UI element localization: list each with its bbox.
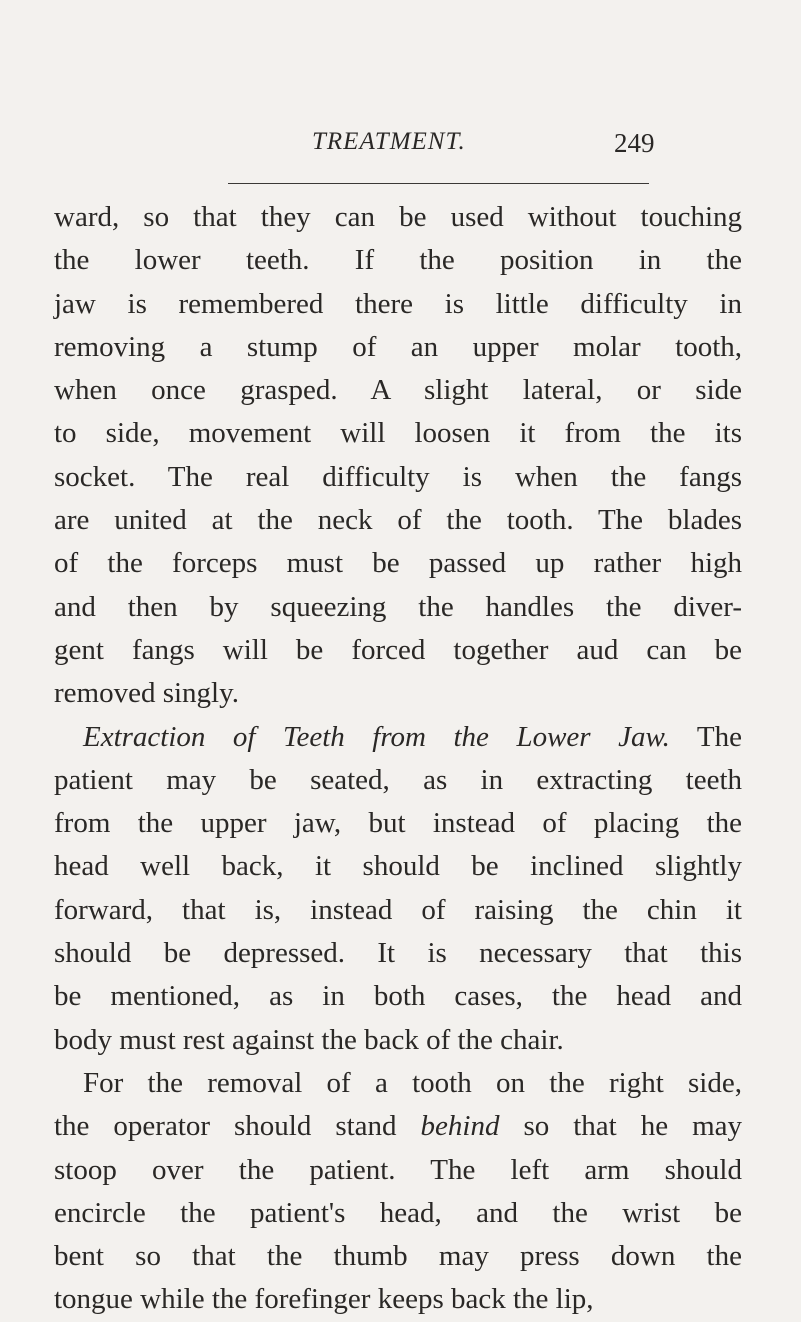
text-line: bent so that the thumb may press down the — [54, 1240, 742, 1273]
text-line: of the forceps must be passed up rather high — [54, 547, 742, 580]
text-line: forward, that is, instead of raising the chin it — [54, 893, 742, 926]
text-line: to side, movement will loosen it from the its — [54, 417, 742, 450]
section-heading-line — [54, 716, 742, 759]
text-fragment: so that he may — [523, 1110, 742, 1143]
text-line: socket. The real difficulty is when the fangs — [54, 460, 742, 493]
text-line: tongue while the forefinger keeps back the lip, — [54, 1283, 594, 1316]
text-line: be mentioned, as in both cases, the head and — [54, 980, 742, 1013]
page-header — [0, 128, 801, 168]
page-number: 249 — [614, 128, 655, 158]
text-line-with-emphasis — [54, 1105, 742, 1148]
section-heading: Extraction of Teeth from the Lower Jaw. — [83, 720, 670, 753]
text-line: ward, so that they can be used without touching — [54, 201, 742, 233]
text-line: removing a stump of an upper molar tooth, — [54, 330, 742, 363]
body-text — [54, 196, 742, 1322]
text-fragment: The — [696, 720, 742, 753]
text-line: jaw is remembered there is little difficulty in — [54, 287, 742, 320]
text-line: body must rest against the back of the chair. — [54, 1023, 564, 1056]
text-line: from the upper jaw, but instead of placing the — [54, 807, 742, 840]
text-line: head well back, it should be inclined slightly — [54, 850, 742, 883]
text-fragment: the operator should stand — [54, 1110, 397, 1143]
text-line: the lower teeth. If the position in the — [54, 244, 742, 277]
text-line: should be depressed. It is necessary that this — [54, 937, 742, 970]
text-line: removed singly. — [54, 677, 239, 710]
text-line: gent fangs will be forced together aud can be — [54, 633, 742, 666]
text-line: For the removal of a tooth on the right side, — [83, 1066, 742, 1099]
text-line: when once grasped. A slight lateral, or side — [54, 374, 742, 407]
running-head: TREATMENT. — [312, 128, 466, 155]
text-line: encircle the patient's head, and the wrist be — [54, 1196, 742, 1229]
text-line: and then by squeezing the handles the diver- — [54, 590, 742, 623]
header-rule — [228, 183, 649, 184]
text-line: stoop over the patient. The left arm should — [54, 1153, 742, 1186]
emphasis-word: behind — [420, 1110, 500, 1143]
text-line: are united at the neck of the tooth. The blades — [54, 504, 742, 537]
text-line: patient may be seated, as in extracting teeth — [54, 763, 742, 796]
